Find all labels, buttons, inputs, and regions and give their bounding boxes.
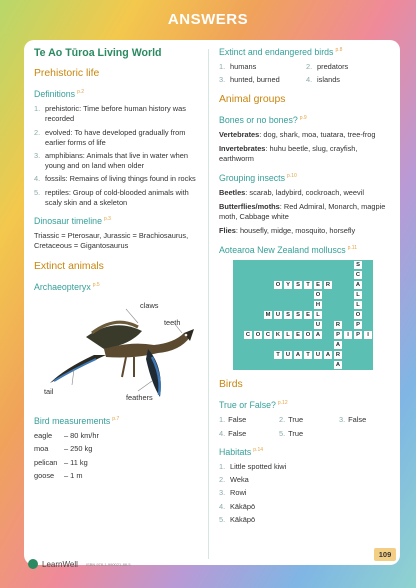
crossword-cell: O [313,290,323,300]
list-item: 4. fossils: Remains of living things found in rocks [34,174,196,184]
molluscs-crossword [233,260,373,370]
crossword-cell: A [293,350,303,360]
page-tag: p.7 [112,416,120,423]
sub-extinct-birds: Extinct and endangered birds $^{p.8}$ [219,47,343,57]
list-item: 5. Kākāpō [219,514,256,524]
sub-grouping-insects: Grouping insects $^{p.10}$ [219,172,297,183]
sub-bird-measurements: Bird measurements $^{p.7}$ [34,416,120,427]
crossword-cell: C [263,330,273,340]
crossword-cell: E [293,330,303,340]
crossword-cell: C [243,330,253,340]
crossword-cell: R [333,350,343,360]
heading-animal-groups: Animal groups [219,93,286,105]
crossword-cell: S [293,310,303,320]
header-title: ANSWERS [167,11,249,28]
list-item: 3. hunted, burned [219,75,280,85]
crossword-cell: A [323,350,333,360]
page-tag: p.11 [347,244,358,251]
list-item: 3. False [339,415,367,425]
butterflies-text: Butterflies/moths: Red Admiral, Monarch, magpie moth, Cabbage white [219,202,386,222]
label-tail: tail [44,387,54,397]
learnwell-logo-icon [28,559,38,569]
list-item: 1. Little spotted kiwi [219,461,287,471]
crossword-cell: E [313,280,323,290]
crossword-cell: A [333,360,343,370]
crossword-cell: U [313,350,323,360]
vertebrates-text: Vertebrates: dog, shark, moa, tuatara, tree-frog [219,130,376,140]
list-item: 2. True [279,415,304,425]
label-claws: claws [140,301,159,311]
crossword-cell: S [353,260,363,270]
list-item: 5. True [279,428,304,438]
crossword-cell: P [333,330,343,340]
crossword-cell: C [353,270,363,280]
label-feathers: feathers [126,393,153,403]
page-tag: p.5 [92,282,100,289]
list-item: 3. Rowi [219,488,247,498]
sub-true-false: True or False? $^{p.12}$ [219,400,288,411]
list-item: 2. Weka [219,475,249,485]
page-tag: p.2 [77,89,85,96]
heading-birds: Birds [219,378,243,390]
left-column [34,46,202,484]
crossword-cell: T [303,350,313,360]
crossword-cell: L [353,300,363,310]
timeline-line-2: Cretaceous = Gigantosaurus [34,241,129,251]
crossword-cell: P [353,330,363,340]
right-column [219,46,393,528]
extinct-birds-list [219,62,393,85]
crossword-cell: O [273,280,283,290]
crossword-cell: L [353,290,363,300]
list-item: 1. prehistoric: Time before human history was recorded [34,104,186,124]
crossword-cell: R [333,320,343,330]
crossword-cell: O [253,330,263,340]
heading-prehistoric: Prehistoric life [34,67,100,79]
crossword-cell: I [343,330,353,340]
crossword-cell: U [283,350,293,360]
true-false-row [219,415,393,425]
list-item: 1. False [219,415,247,425]
sub-dinosaur-timeline: Dinosaur timeline $^{p.3}$ [34,216,111,227]
crossword-cell: U [313,320,323,330]
crossword-cell: A [333,340,343,350]
list-item: 2. evolved: To have developed gradually from earlier forms of life [34,127,186,147]
page-tag: p.8 [335,47,343,54]
page-tag: p.12 [277,400,288,407]
crossword-cell: K [273,330,283,340]
page-tag: p.3 [103,216,111,223]
true-false-row [219,429,393,439]
footer [28,559,131,569]
list-item: 4. Kākāpō [219,501,256,511]
list-item: 2. predators [306,62,349,72]
sub-bones: Bones or no bones? $^{p.9}$ [219,114,307,125]
crossword-cell: M [263,310,273,320]
page-header [0,0,416,38]
crossword-cell: Y [283,280,293,290]
section-title: Te Ao Tūroa Living World [34,47,162,59]
crossword-cell: L [283,330,293,340]
measurement-row: moa – 250 kg [34,444,93,454]
definitions-list [34,104,202,208]
list-item: 3. amphibians: Animals that live in water when young and on land when older [34,150,188,171]
list-item: 4. islands [306,75,341,85]
list-item: 4. False [219,428,247,438]
crossword-cell: I [363,330,373,340]
measurement-row: pelican – 11 kg [34,457,88,467]
sub-definitions: Definitions $^{p.2}$ [34,88,85,99]
crossword-cell: H [313,300,323,310]
beetles-text: Beetles: scarab, ladybird, cockroach, weevil [219,187,365,197]
crossword-cell: A [353,280,363,290]
sub-habitats: Habitats $^{p.14}$ [219,446,264,457]
page-tag: p.14 [253,446,264,453]
crossword-cell: P [353,320,363,330]
label-teeth: teeth [164,318,181,328]
sub-archaeopteryx: Archaeopteryx $^{p.5}$ [34,281,100,292]
crossword-cell: S [293,280,303,290]
crossword-cell: L [313,310,323,320]
crossword-cell: T [273,350,283,360]
crossword-cell: O [303,330,313,340]
list-item: 5. reptiles: Group of cold-blooded animals with scaly skin and a skeleton [34,187,189,207]
crossword-cell: S [283,310,293,320]
page-tag: p.9 [299,115,307,121]
isbn-text: ISBN 978-1-990021-88-5 [85,561,131,567]
crossword-cell: T [303,280,313,290]
measurement-row: goose – 1 m [34,470,83,480]
timeline-line-1: Triassic = Pterosaur, Jurassic = Brachiosaurus, [34,231,189,241]
crossword-cell: O [353,310,363,320]
crossword-cell: E [303,310,313,320]
page-number: 109 [374,548,396,561]
list-item: 1. humans [219,62,257,72]
crossword-cell: U [273,310,283,320]
column-divider [208,49,209,559]
flies-text: Flies: housefly, midge, mosquito, horsefly [219,226,356,236]
archaeopteryx-illustration [34,297,202,407]
crossword-cell: A [313,330,323,340]
measurement-row: eagle – 80 km/hr [34,431,99,441]
sub-molluscs: Aotearoa New Zealand molluscs $^{p.11}$ [219,244,358,255]
crossword-cell: R [323,280,333,290]
brand-name: LearnWell [42,559,78,569]
measurements-list [34,431,202,481]
archaeopteryx-figure [34,297,202,407]
habitats-list [219,462,393,525]
heading-extinct-animals: Extinct animals [34,260,104,272]
invertebrates-text: Invertebrates: huhu beetle, slug, crayfish, earthworm [219,144,358,164]
page-tag: p.10 [287,172,297,179]
